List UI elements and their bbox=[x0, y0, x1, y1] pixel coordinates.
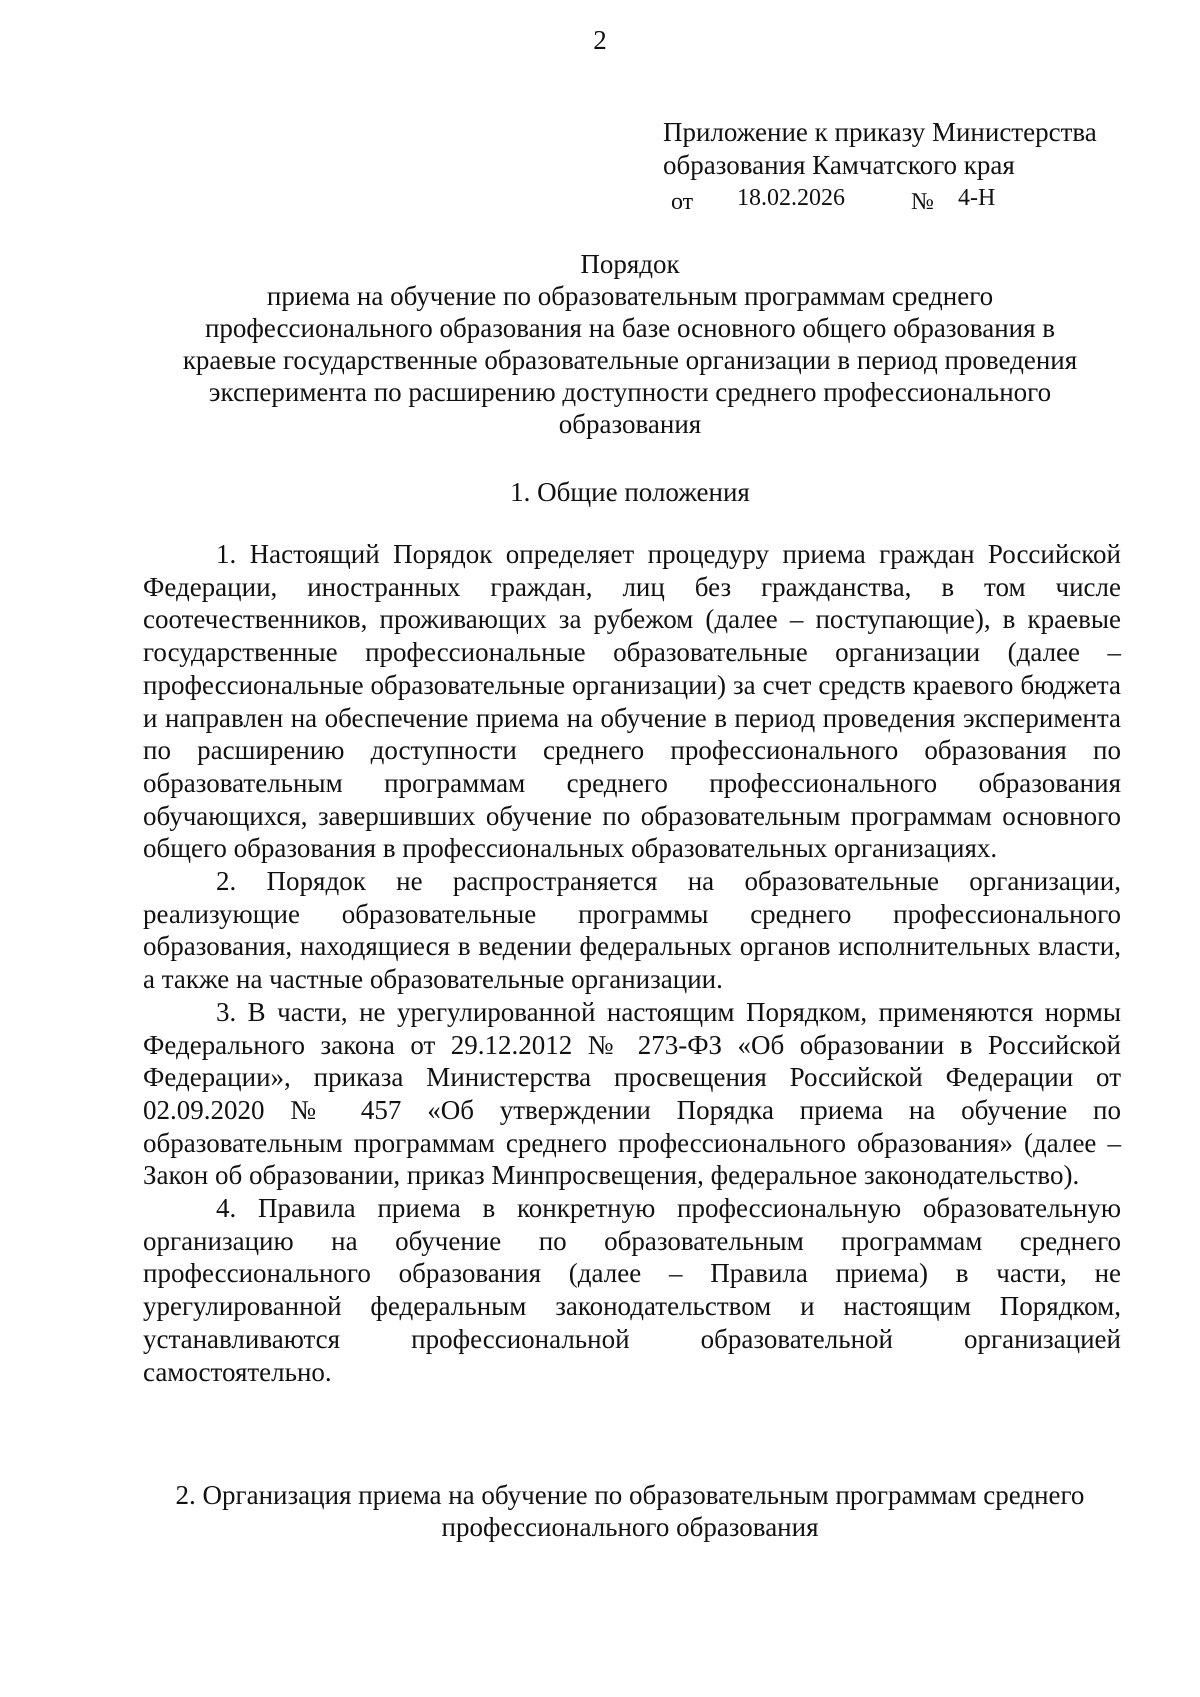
appendix-header bbox=[663, 116, 1183, 215]
section-2-heading bbox=[140, 1479, 1120, 1543]
title-line-6: образования bbox=[558, 409, 702, 439]
paragraph-3: 3. В части, не урегулированной настоящим Порядком, применяются нормы Федерального закона от 29.12.2012 № 273-ФЗ «Об образовании в Российской Федерации», приказа Министерства просвещения Российской Федерации от 02.09.2020 № 457 «Об утверждении Порядка приема на обучение по образовательным программам среднего профессионального образования» (далее – Закон об образовании, приказ Минпросвещения, федеральное законодательство). bbox=[143, 996, 1121, 1191]
section-1-heading: 1. Общие положения bbox=[510, 477, 750, 507]
appendix-line-1: Приложение к приказу Министерства bbox=[663, 117, 1097, 147]
section-2-heading-line-1: 2. Организация приема на обучение по образовательным программам среднего bbox=[175, 1480, 1085, 1510]
paragraph-2: 2. Порядок не распространяется на образовательные организации, реализующие образовательные программы среднего профессионального образования, находящиеся в ведении федеральных органов исполнительных власти, а также на частные образовательные организации. bbox=[143, 866, 1121, 995]
order-date: 18.02.2026 bbox=[737, 185, 845, 211]
order-number: 4-Н bbox=[958, 185, 996, 211]
title-line-1: Порядок bbox=[580, 249, 680, 279]
order-details bbox=[663, 182, 1183, 215]
document-title bbox=[140, 248, 1120, 440]
section-2-heading-line-2: профессионального образования bbox=[441, 1512, 819, 1542]
section-1-body bbox=[143, 538, 1121, 1388]
order-from-label: от bbox=[671, 189, 694, 215]
title-line-4: краевые государственные образовательные организации в период проведения bbox=[182, 345, 1078, 375]
paragraph-1: 1. Настоящий Порядок определяет процедуру приема граждан Российской Федерации, иностранных граждан, лиц без гражданства, в том числе соотечественников, проживающих за рубежом (далее – поступающие), в краевые государственные профессиональные образовательные организации (далее – профессиональные образовательные организации) за счет средств краевого бюджета и направлен на обеспечение приема на обучение в период проведения эксперимента по расширению доступности среднего профессионального образования по образовательным программам среднего профессионального образования обучающихся, завершивших обучение по образовательным программам основного общего образования в профессиональных образовательных организациях. bbox=[143, 539, 1121, 864]
order-number-sign: № bbox=[911, 189, 934, 215]
appendix-line-2: образования Камчатского края bbox=[663, 150, 1015, 180]
paragraph-4: 4. Правила приема в конкретную профессиональную образовательную организацию на обучение по образовательным программам среднего профессионального образования (далее – Правила приема) в части, не урегулированной федеральным законодательством и настоящим Порядком, устанавливаются профессиональной образовательной организацией самостоятельно. bbox=[143, 1193, 1121, 1387]
title-line-5: эксперимента по расширению доступности среднего профессионального bbox=[208, 377, 1052, 407]
page-number: 2 bbox=[593, 25, 607, 55]
title-line-3: профессионального образования на базе основного общего образования в bbox=[204, 313, 1056, 343]
title-line-2: приема на обучение по образовательным программам среднего bbox=[266, 281, 994, 311]
